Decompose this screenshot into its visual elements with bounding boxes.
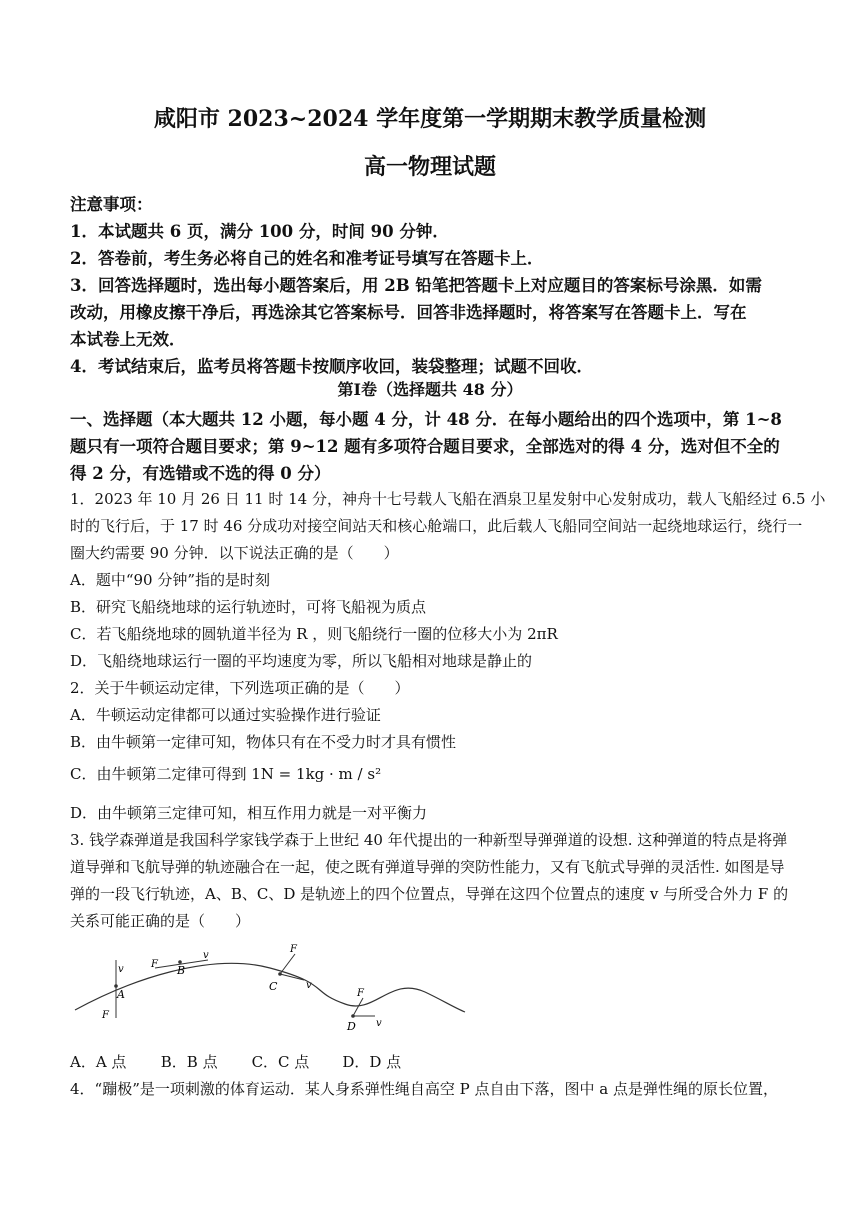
exam-subtitle: 高一物理试题 (363, 154, 496, 180)
point-c (278, 972, 282, 976)
vector-c-f (280, 954, 295, 974)
option: D．飞船绕地球运行一圈的平均速度为零，所以飞船相对地球是静止的 (70, 652, 533, 670)
label-f: F (290, 944, 297, 955)
option: A．A 点 (70, 1053, 127, 1071)
q3-options (70, 1051, 428, 1072)
notice-item: 改动，用橡皮擦干净后，再选涂其它答案标号．回答非选择题时，将答案写在答题卡上．写在 (70, 303, 747, 322)
option: D．由牛顿第三定律可知，相互作用力就是一对平衡力 (70, 804, 428, 822)
part-heading: 第Ⅰ卷（选择题共 48 分） (337, 380, 523, 399)
label-c: C (269, 980, 278, 993)
option: B．B 点 (160, 1053, 218, 1071)
option: C．由牛顿第二定律可得到 1N = 1kg · m / s² (70, 765, 382, 783)
label-v: v (306, 980, 312, 991)
label-v: v (118, 964, 124, 975)
option: B．由牛顿第一定律可知，物体只有在不受力时才具有惯性 (70, 733, 457, 751)
question-stem: 时的飞行后，于 17 时 46 分成功对接空间站天和核心舱端口，此后载人飞船同空间站一起绕地球运行，绕行一 (70, 517, 803, 535)
question-stem: 4．“蹦极”是一项刺激的体育运动．某人身系弹性绳自高空 P 点自由下落，图中 a 点是弹性绳的原长位置， (70, 1080, 778, 1098)
exam-title: 咸阳市 2023~2024 学年度第一学期期末教学质量检测 (153, 106, 707, 132)
notice-item: 2．答卷前，考生务必将自己的姓名和准考证号填写在答题卡上． (70, 249, 544, 268)
question-stem: 弹的一段飞行轨迹，A、B、C、D 是轨迹上的四个位置点，导弹在这四个位置点的速度 v 与所受合外力 F 的 (70, 885, 789, 903)
notice-item: 3．回答选择题时，选出每小题答案后，用 2B 铅笔把答题卡上对应题目的答案标号涂黑．如需 (70, 276, 762, 295)
label-b: B (177, 964, 186, 977)
question-stem: 1．2023 年 10 月 26 日 11 时 14 分，神舟十七号载人飞船在酒泉卫星发射中心发射成功，载人飞船经过 6.5 小 (70, 490, 826, 508)
vector-d-f (353, 998, 363, 1016)
question-stem: 圈大约需要 90 分钟．以下说法正确的是（ ） (70, 544, 399, 562)
option: A．题中“90 分钟”指的是时刻 (70, 571, 271, 589)
label-a: A (117, 988, 125, 1001)
option: D．D 点 (342, 1053, 402, 1071)
question-stem: 3. 钱学森弹道是我国科学家钱学森于上世纪 40 年代提出的一种新型导弹弹道的设想. 这种弹道的特点是将弹 (70, 831, 788, 849)
question-stem: 关系可能正确的是（ ） (70, 912, 251, 930)
notice-item: 1．本试题共 6 页，满分 100 分，时间 90 分钟． (70, 222, 449, 241)
option: B．研究飞船绕地球的运行轨迹时，可将飞船视为质点 (70, 598, 427, 616)
notice-heading: 注意事项： (70, 195, 153, 214)
point-d (351, 1014, 355, 1018)
label-f: F (357, 988, 364, 999)
label-v: v (376, 1018, 382, 1029)
trajectory-figure (70, 940, 470, 1040)
label-f: F (151, 959, 158, 970)
label-d: D (347, 1020, 356, 1033)
notice-item: 4．考试结束后，监考员将答题卡按顺序收回，装袋整理；试题不回收． (70, 357, 593, 376)
section-instruction: 题只有一项符合题目要求；第 9~12 题有多项符合题目要求，全部选对的得 4 分，选对但不全的 (70, 437, 780, 456)
label-v: v (203, 950, 209, 961)
question-stem: 道导弹和飞航导弹的轨迹融合在一起，使之既有弹道导弹的突防性能力，又有飞航式导弹的灵活性. 如图是导 (70, 858, 785, 876)
section-instruction: 得 2 分，有选错或不选的得 0 分） (70, 464, 331, 483)
option: C．若飞船绕地球的圆轨道半径为 R ，则飞船绕行一圈的位移大小为 2πR (70, 625, 558, 643)
option: A．牛顿运动定律都可以通过实验操作进行验证 (70, 706, 381, 724)
question-stem: 2．关于牛顿运动定律，下列选项正确的是（ ） (70, 679, 410, 697)
notice-item: 本试卷上无效． (70, 330, 186, 349)
section-instruction: 一、选择题（本大题共 12 小题，每小题 4 分，计 48 分．在每小题给出的四个选项中，第 1~8 (70, 410, 782, 429)
option: C．C 点 (251, 1053, 310, 1071)
label-f: F (102, 1010, 109, 1021)
